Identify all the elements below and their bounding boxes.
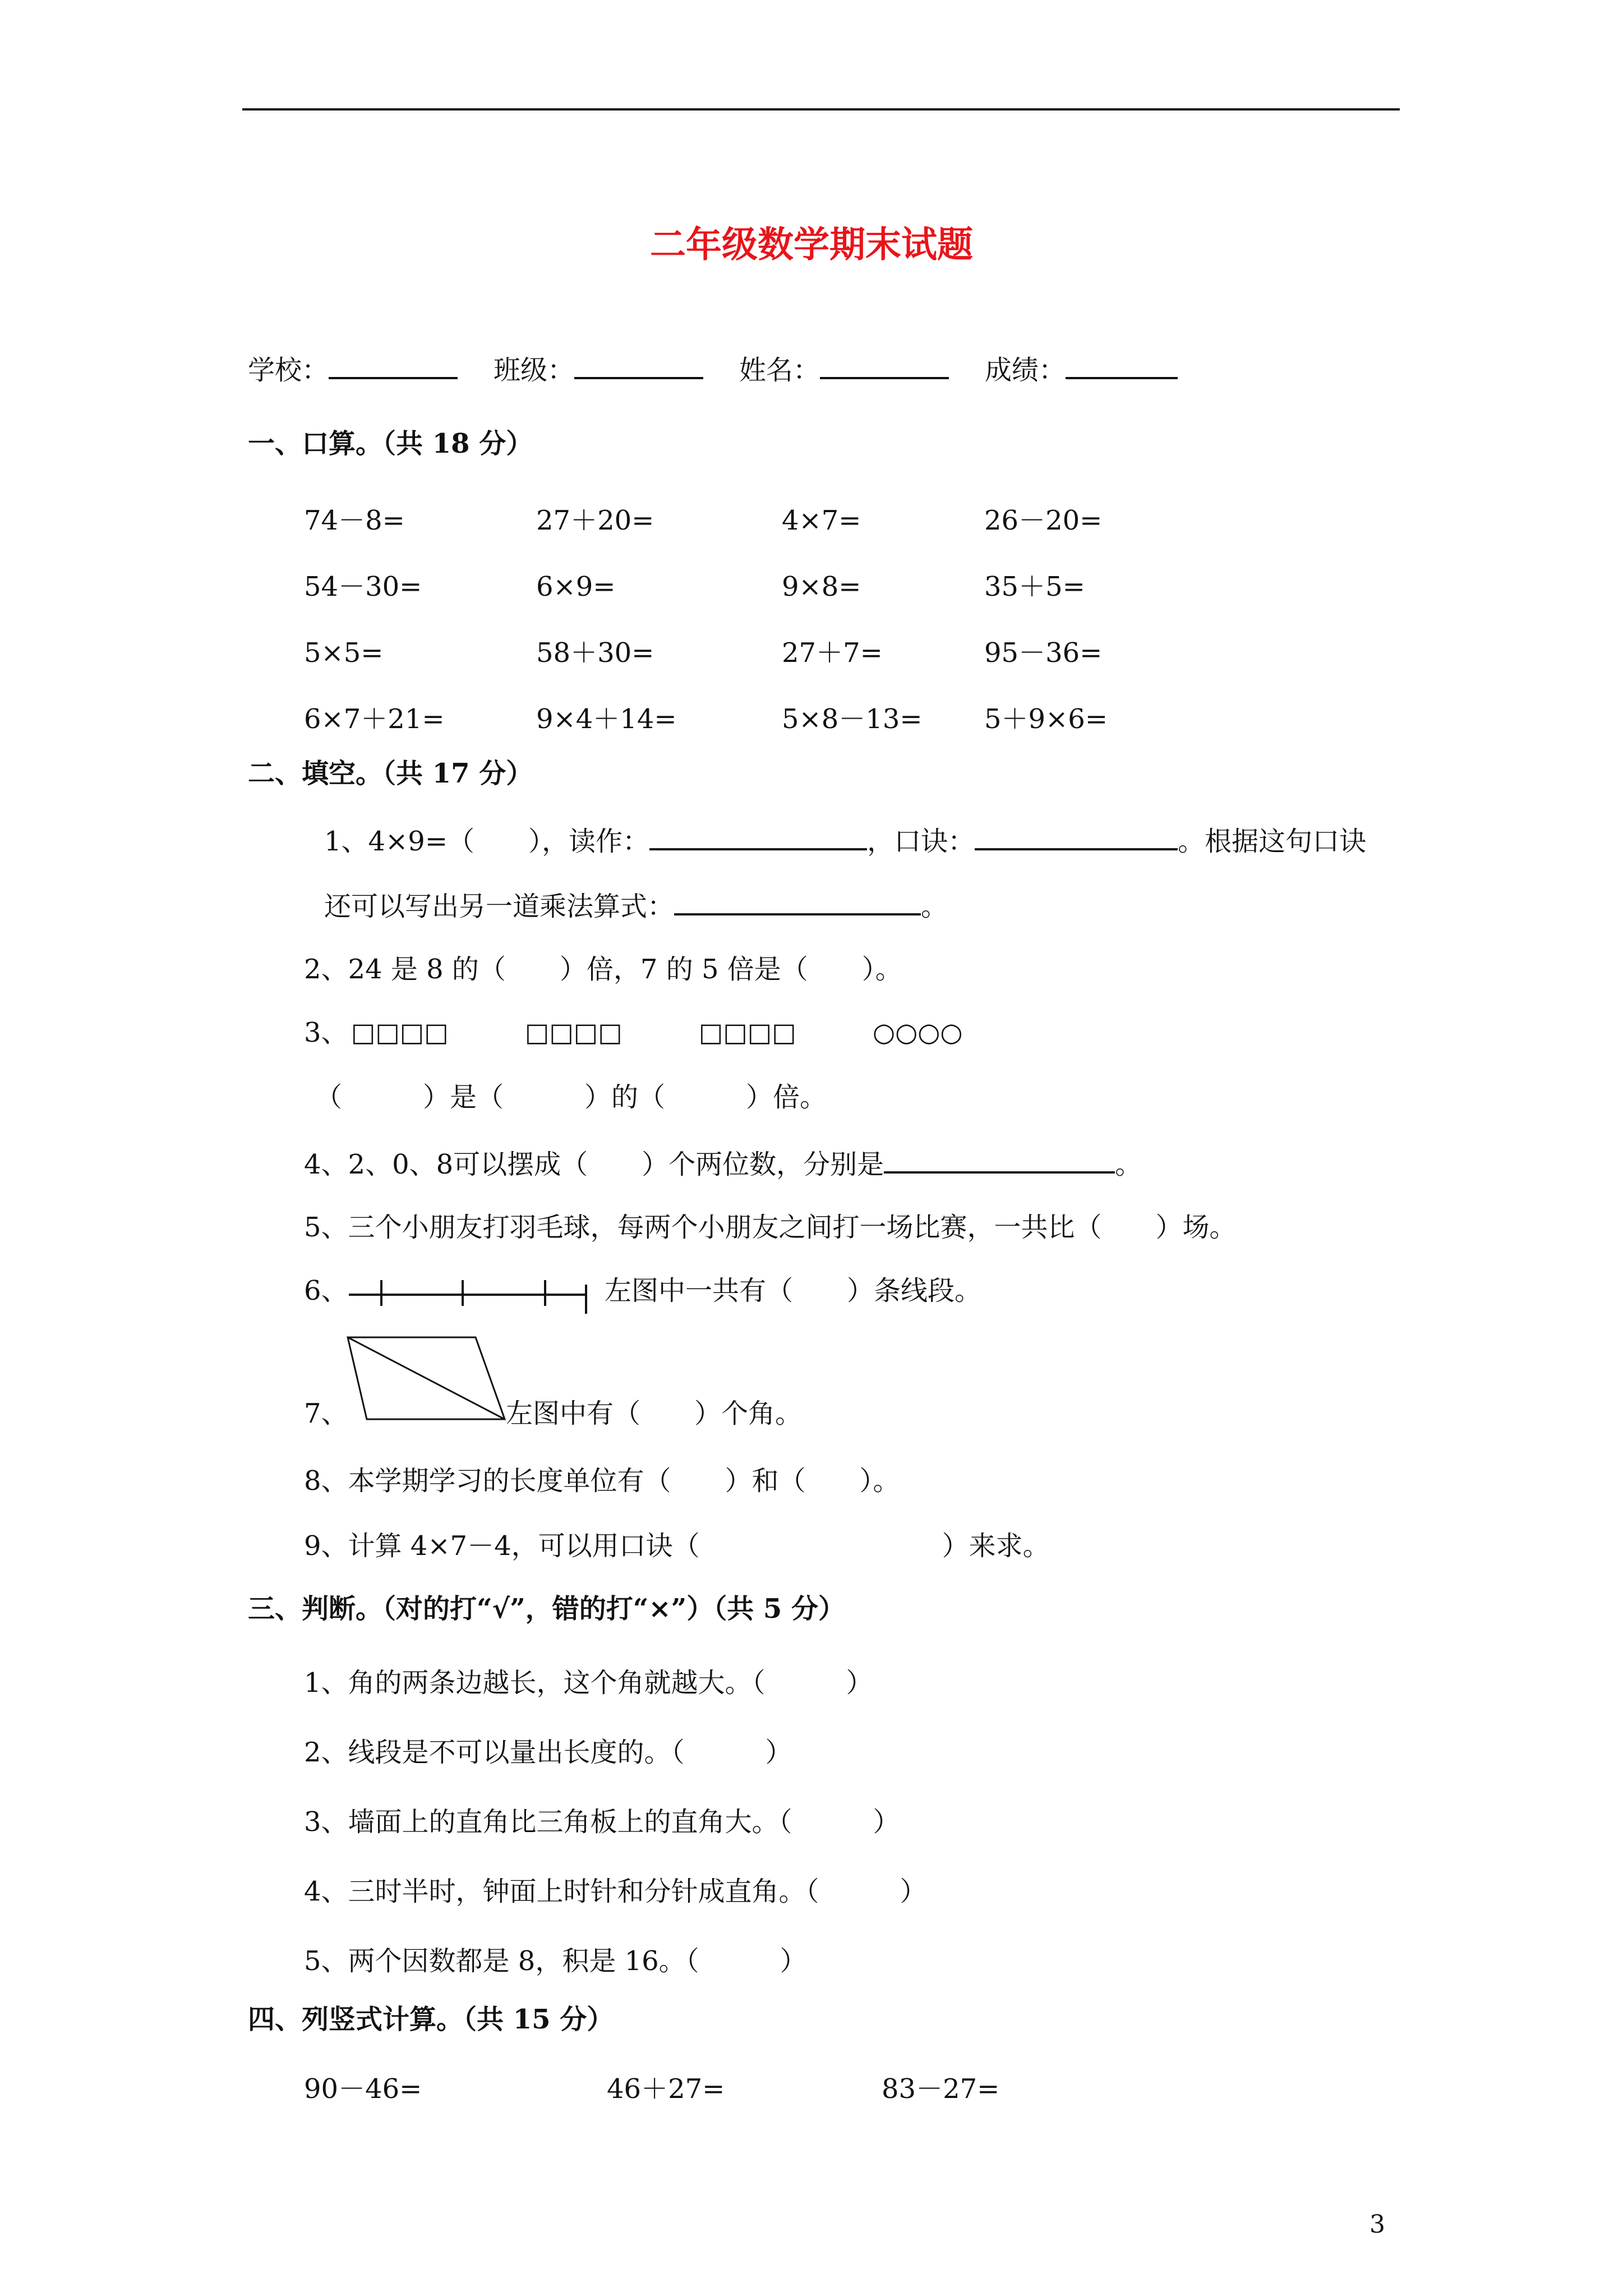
calc-item: 5×5= <box>304 637 384 669</box>
judge-item: 4、三时半时，钟面上时针和分针成直角。（ ） <box>304 1876 927 1907</box>
fill-question-8: 8、本学期学习的长度单位有（ ）和（ ）。 <box>304 1465 900 1497</box>
judge-item: 5、两个因数都是 8，积是 16。（ ） <box>304 1945 807 1977</box>
calc-item: 27＋20= <box>536 505 654 536</box>
class-field <box>494 352 703 386</box>
fill-question-2: 2、24 是 8 的（ ）倍，7 的 5 倍是（ ）。 <box>304 954 902 985</box>
score-blank[interactable] <box>1066 352 1178 379</box>
fill-question-3-label: 3、 <box>304 1017 348 1048</box>
calc-item: 9×8= <box>782 571 861 602</box>
square-group: □□□□ <box>525 1017 623 1047</box>
fill-question-6-text: 左图中一共有（ ）条线段。 <box>605 1275 982 1306</box>
calc-item: 95－36= <box>984 637 1103 669</box>
judge-item: 2、线段是不可以量出长度的。（ ） <box>304 1737 792 1768</box>
score-label: 成绩： <box>985 355 1066 386</box>
vertical-calc-item: 83－27= <box>882 2073 1000 2105</box>
calc-item: 5＋9×6= <box>984 703 1108 735</box>
calc-item: 54－30= <box>304 571 422 602</box>
name-label: 姓名： <box>739 355 820 386</box>
school-label: 学校： <box>248 355 329 386</box>
calc-item: 58＋30= <box>536 637 654 669</box>
page-number: 3 <box>1370 2210 1385 2239</box>
name-blank[interactable] <box>820 352 949 379</box>
class-blank[interactable] <box>574 352 703 379</box>
calc-item: 6×7＋21= <box>304 703 445 735</box>
score-field <box>985 352 1178 386</box>
calc-item: 4×7= <box>782 505 861 536</box>
square-group: □□□□ <box>699 1017 796 1047</box>
rhyme-blank[interactable] <box>975 823 1178 850</box>
vertical-calc-item: 90－46= <box>304 2073 422 2105</box>
fill-question-9: 9、计算 4×7－4，可以用口诀（ ）来求。 <box>304 1530 1050 1562</box>
calc-item: 9×4＋14= <box>536 703 677 735</box>
class-label: 班级： <box>494 355 575 386</box>
name-field <box>739 352 949 386</box>
fill-question-3-line: （ ）是（ ）的（ ）倍。 <box>315 1082 827 1113</box>
equation-blank[interactable] <box>674 889 921 915</box>
school-blank[interactable] <box>329 352 458 379</box>
fill-question-1-cont: 还可以写出另一道乘法算式： 。 <box>324 889 948 922</box>
circle-group: ○○○○ <box>873 1017 963 1047</box>
judge-item: 1、角的两条边越长，这个角就越大。（ ） <box>304 1667 873 1699</box>
page-title: 二年级数学期末试题 <box>650 224 973 266</box>
fill-question-7-text: 左图中有（ ）个角。 <box>506 1398 803 1429</box>
calc-item: 5×8－13= <box>782 703 923 735</box>
fill-question-1: 1、4×9=（ ），读作： ，口诀： 。根据这句口诀 <box>324 823 1366 857</box>
parallelogram-figure <box>347 1335 509 1425</box>
calc-item: 26－20= <box>984 505 1103 536</box>
judge-item: 3、墙面上的直角比三角板上的直角大。（ ） <box>304 1806 900 1838</box>
square-group: □□□□ <box>351 1017 449 1047</box>
top-rule <box>242 108 1400 111</box>
section4-heading: 四、列竖式计算。（共 15 分） <box>248 2004 614 2035</box>
fill-question-6-label: 6、 <box>304 1275 348 1306</box>
section3-heading: 三、判断。（对的打“√”，错的打“×”）（共 5 分） <box>248 1593 846 1625</box>
parallelogram-diagonal <box>348 1337 505 1419</box>
numbers-blank[interactable] <box>884 1147 1115 1174</box>
fill-question-4: 4、2、0、8可以摆成（ ）个两位数，分别是 。 <box>304 1147 1142 1180</box>
section2-heading: 二、填空。（共 17 分） <box>248 758 533 789</box>
fill-question-5: 5、三个小朋友打羽毛球，每两个小朋友之间打一场比赛，一共比（ ）场。 <box>304 1212 1237 1243</box>
line-segment-figure <box>348 1268 589 1318</box>
calc-item: 74－8= <box>304 505 405 536</box>
calc-item: 27＋7= <box>782 637 883 669</box>
calc-item: 35＋5= <box>984 571 1085 602</box>
vertical-calc-item: 46＋27= <box>607 2073 725 2105</box>
reading-blank[interactable] <box>649 823 867 850</box>
fill-question-7-label: 7、 <box>304 1398 348 1429</box>
calc-item: 6×9= <box>536 571 616 602</box>
section1-heading: 一、口算。（共 18 分） <box>248 428 533 459</box>
school-field <box>248 352 458 386</box>
